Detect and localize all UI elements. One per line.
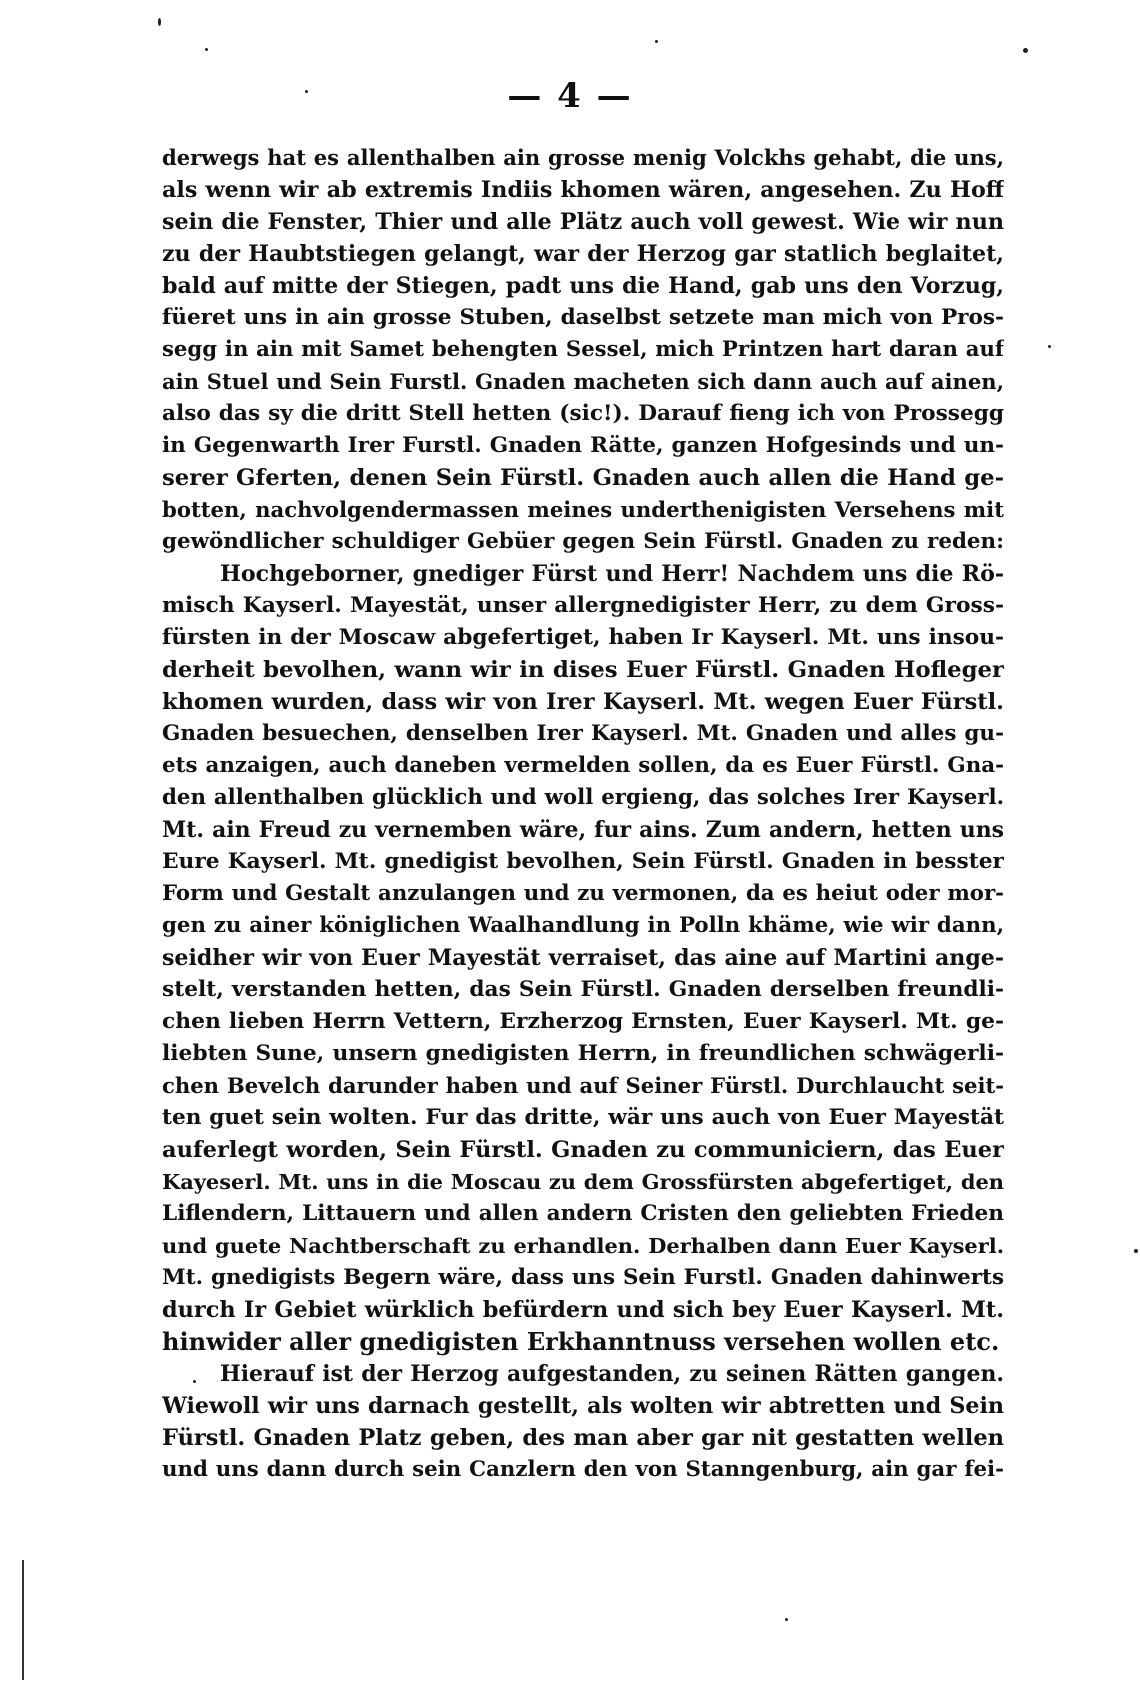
text-line: ets anzaigen, auch daneben vermelden sollen, da es Euer Fürstl. Gna-: [162, 753, 1004, 778]
text-line: Hierauf ist der Herzog aufgestanden, zu seinen Rätten gangen.: [220, 1361, 1004, 1387]
text-line: stelt, verstanden hetten, das Sein Fürstl. Gnaden derselben freundli-: [162, 977, 1004, 1002]
text-line: botten, nachvolgendermassen meines underthenigisten Versehens mit: [162, 497, 1004, 522]
text-line: und uns dann durch sein Canzlern den von Stanngenburg, ain gar fei-: [162, 1457, 1004, 1482]
text-line: serer Gferten, denen Sein Fürstl. Gnaden auch allen die Hand ge-: [162, 465, 1004, 491]
scan-speck: [655, 40, 658, 43]
text-line: ten guet sein wolten. Fur das dritte, wär uns auch von Euer Mayestät: [162, 1105, 1004, 1130]
text-line: Hochgeborner, gnediger Fürst und Herr! Nachdem uns die Rö-: [220, 561, 1004, 587]
text-line: Mt. gnedigists Begern wäre, dass uns Sein Furstl. Gnaden dahinwerts: [162, 1265, 1004, 1290]
text-line: gen zu ainer königlichen Waalhandlung in Polln khäme, wie wir dann,: [162, 913, 1004, 938]
text-line: seidher wir von Euer Mayestät verraiset, das aine auf Martini ange-: [162, 945, 1004, 971]
text-line: sein die Fenster, Thier und alle Plätz auch voll gewest. Wie wir nun: [162, 209, 1004, 235]
text-line: füeret uns in ain grosse Stuben, daselbst setzete man mich von Pros-: [162, 305, 1004, 330]
scan-speck: [1023, 48, 1028, 53]
text-line: misch Kayserl. Mayestät, unser allergnedigister Herr, zu dem Gross-: [162, 593, 1004, 618]
text-line: den allenthalben glücklich und woll ergieng, das solches Irer Kayserl.: [162, 785, 1004, 810]
text-line: fürsten in der Moscaw abgefertiget, haben Ir Kayserl. Mt. uns insou-: [162, 625, 1004, 650]
scan-speck: [1134, 1249, 1138, 1253]
text-line: Kayeserl. Mt. uns in die Moscau zu dem Grossfürsten abgefertiget, den: [162, 1169, 1004, 1194]
margin-mark: [22, 1560, 24, 1680]
scan-speck: [205, 48, 208, 51]
text-line: Form und Gestalt anzulangen und zu vermonen, da es heiut oder mor-: [162, 881, 1004, 906]
text-line: Wiewoll wir uns darnach gestellt, als wolten wir abtretten und Sein: [162, 1393, 1004, 1419]
text-line: und guete Nachtberschaft zu erhandlen. Derhalben dann Euer Kayserl.: [162, 1233, 1004, 1258]
text-line: durch Ir Gebiet würklich befürdern und sich bey Euer Kayserl. Mt.: [162, 1297, 1004, 1323]
scan-speck: [785, 1618, 788, 1621]
text-line: also das sy die dritt Stell hetten (sic!). Darauf fieng ich von Prossegg: [162, 401, 1004, 426]
text-line: Liflendern, Littauern und allen andern Cristen den geliebten Frieden: [162, 1201, 1004, 1226]
text-line: als wenn wir ab extremis Indiis khomen wären, angesehen. Zu Hoff: [162, 177, 1004, 203]
text-line: gewöndlicher schuldiger Gebüer gegen Sein Fürstl. Gnaden zu reden:: [162, 529, 1004, 554]
text-line: zu der Haubtstiegen gelangt, war der Herzog gar statlich beglaitet,: [162, 241, 1004, 267]
text-line: derwegs hat es allenthalben ain grosse menig Volckhs gehabt, die uns,: [162, 145, 1004, 170]
text-line: bald auf mitte der Stiegen, padt uns die Hand, gab uns den Vorzug,: [162, 273, 1004, 299]
scan-speck: [305, 90, 308, 93]
text-line: ain Stuel und Sein Furstl. Gnaden macheten sich dann auch auf ainen,: [162, 369, 1004, 394]
text-line: liebten Sune, unsern gnedigisten Herrn, in freundlichen schwägerli-: [162, 1041, 1004, 1066]
scan-speck: [1048, 345, 1051, 348]
text-line: auferlegt worden, Sein Fürstl. Gnaden zu communiciern, das Euer: [162, 1137, 1004, 1163]
text-line: hinwider aller gnedigisten Erkhanntnuss versehen wollen etc.: [162, 1327, 1000, 1356]
body-text: [162, 142, 1004, 1486]
text-line: chen lieben Herrn Vettern, Erzherzog Ernsten, Euer Kayserl. Mt. ge-: [162, 1009, 1004, 1034]
text-line: chen Bevelch darunder haben und auf Seiner Fürstl. Durchlaucht seit-: [162, 1073, 1004, 1098]
text-line: derheit bevolhen, wann wir in dises Euer Fürstl. Gnaden Hofleger: [162, 657, 1004, 683]
text-line: segg in ain mit Samet behengten Sessel, mich Printzen hart daran auf: [162, 337, 1004, 362]
text-line: in Gegenwarth Irer Furstl. Gnaden Rätte, ganzen Hofgesinds und un-: [162, 433, 1004, 458]
text-line: Mt. ain Freud zu vernemben wäre, fur ains. Zum andern, hetten uns: [162, 817, 1004, 843]
scan-speck: [193, 1380, 196, 1383]
page-number: — 4 —: [507, 76, 633, 116]
text-line: Fürstl. Gnaden Platz geben, des man aber gar nit gestatten wellen: [162, 1425, 1004, 1451]
text-line: khomen wurden, dass wir von Irer Kayserl. Mt. wegen Euer Fürstl.: [162, 689, 1004, 715]
text-line: Gnaden besuechen, denselben Irer Kayserl. Mt. Gnaden und alles gu-: [162, 721, 1004, 746]
scan-speck: [158, 18, 161, 26]
text-line: Eure Kayserl. Mt. gnedigist bevolhen, Sein Fürstl. Gnaden in besster: [162, 849, 1004, 874]
